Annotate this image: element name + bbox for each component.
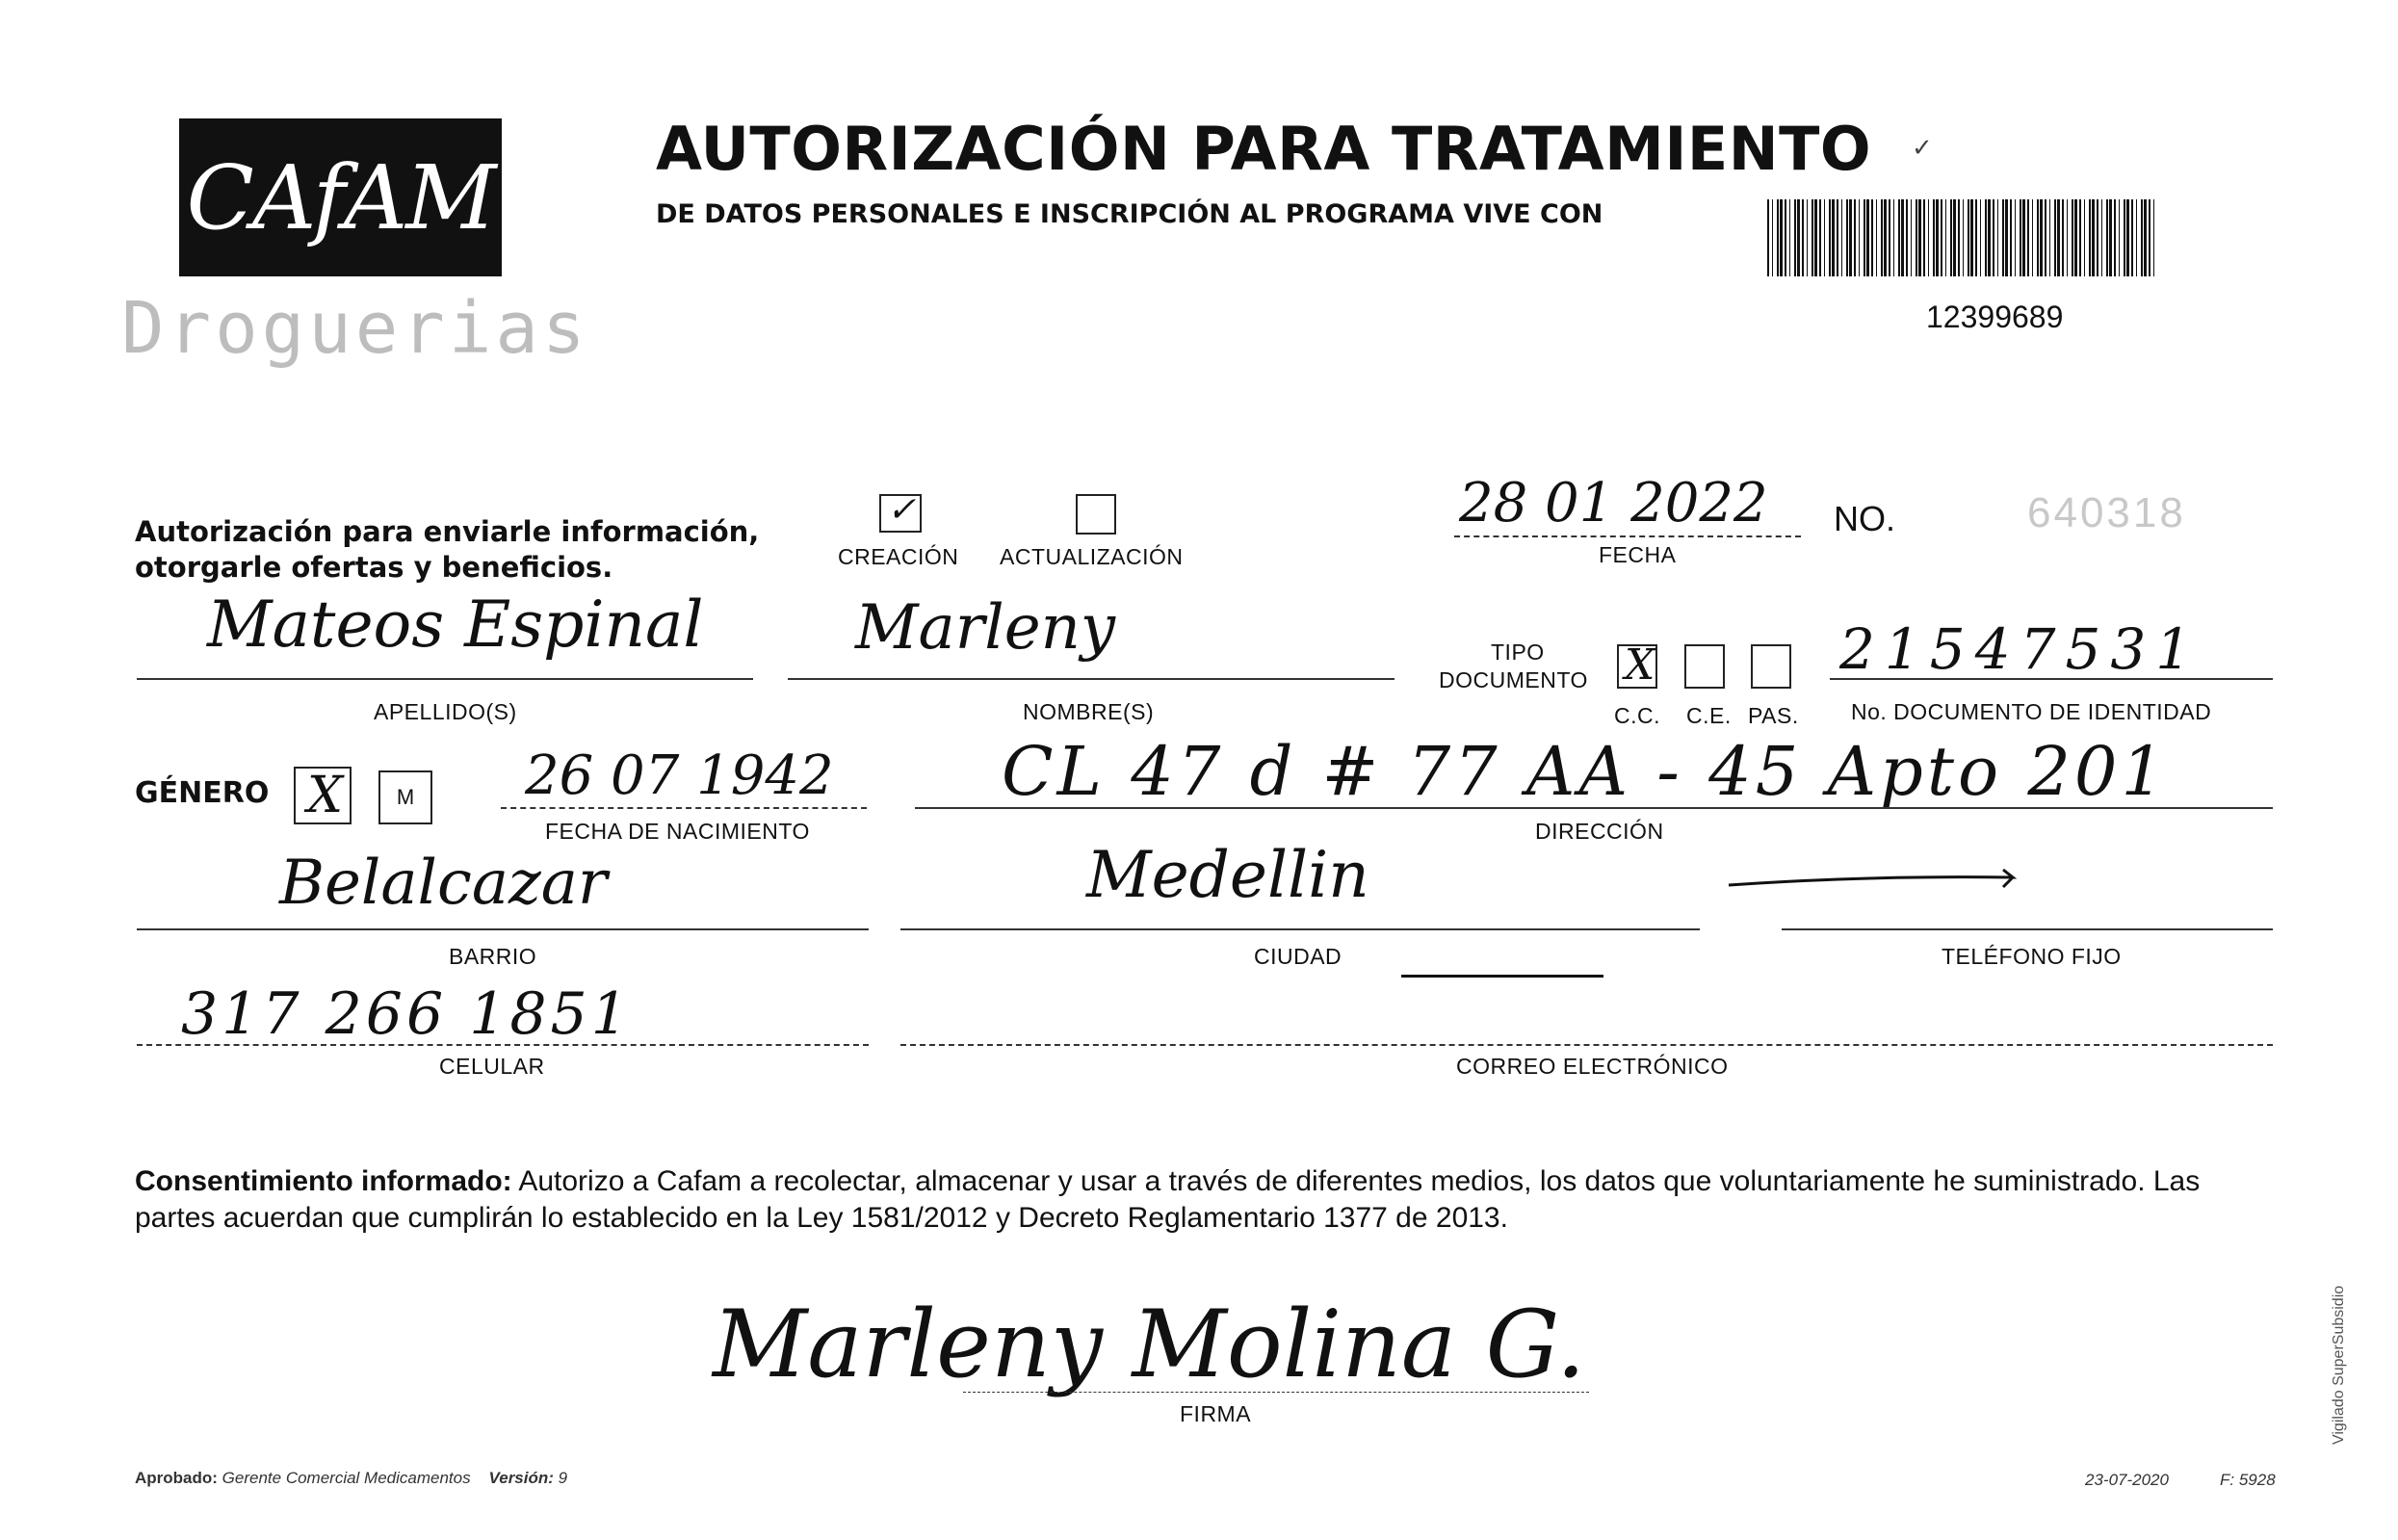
- barcode-bar: [2020, 199, 2021, 276]
- barcode-bar: [2054, 199, 2056, 276]
- barcode-bar: [2045, 199, 2046, 276]
- barcode-bar: [2067, 199, 2068, 276]
- cc-checkbox[interactable]: [1617, 640, 1657, 690]
- barcode-bar: [2141, 199, 2143, 276]
- barcode-bar: [2032, 199, 2033, 276]
- barcode-number: 12399689: [1926, 300, 2064, 334]
- genero-m-checkbox[interactable]: [378, 770, 432, 824]
- aprobado-value: Gerente Comercial Medicamentos: [222, 1469, 471, 1487]
- barcode-bar: [1988, 199, 1991, 276]
- documento-numero-label: No. DOCUMENTO DE IDENTIDAD: [1851, 699, 2212, 724]
- form-subtitle: DE DATOS PERSONALES E INSCRIPCIÓN AL PROGRAMA VIVE CON: [656, 199, 1603, 229]
- actualizacion-label: ACTUALIZACIÓN: [1000, 544, 1184, 569]
- authorization-line-2: otorgarle ofertas y beneficios.: [135, 551, 613, 584]
- barcode-bar: [1812, 199, 1813, 276]
- apellido-label: APELLIDO(S): [374, 699, 517, 724]
- genero-f-mark: X: [307, 767, 344, 824]
- barcode-bar: [2002, 199, 2004, 276]
- barcode-bar: [1854, 199, 1856, 276]
- nacimiento-label: FECHA DE NACIMIENTO: [545, 819, 810, 844]
- barcode-bar: [1918, 199, 1921, 276]
- barcode-bar: [1802, 199, 1804, 276]
- barcode-bar: [2027, 199, 2029, 276]
- barcode-bar: [1936, 199, 1939, 276]
- cc-mark: X: [1625, 640, 1655, 690]
- cafam-logo: [179, 118, 502, 276]
- ce-checkbox[interactable]: [1684, 644, 1725, 689]
- barcode-bar: [2084, 199, 2085, 276]
- creacion-checkbox[interactable]: [879, 490, 922, 533]
- barcode-bar: [1777, 199, 1779, 276]
- ciudad-line: [900, 928, 1700, 930]
- nacimiento-value: 26 07 1942: [525, 744, 834, 807]
- barcode-bar: [1933, 199, 1935, 276]
- barcode-bar: [1916, 199, 1917, 276]
- barcode-bar: [2101, 199, 2102, 276]
- barcode-bar: [2062, 199, 2064, 276]
- genero-label: GÉNERO: [135, 776, 270, 810]
- barcode-bar: [1968, 199, 1969, 276]
- barcode-bar: [2149, 199, 2150, 276]
- barcode-bar: [1889, 199, 1890, 276]
- barcode-bar: [1864, 199, 1865, 276]
- barcode-bar: [2015, 199, 2016, 276]
- barcode-bar: [1824, 199, 1825, 276]
- barcode-bar: [1794, 199, 1796, 276]
- barcode-bar: [1985, 199, 1987, 276]
- barcode-bar: [1975, 199, 1977, 276]
- consent-text: Autorizo a Cafam a recolectar, almacenar y usar a través de diferentes medios, los datos que voluntariamente he suministrado. Las partes acuerdan que cumplirán lo establecido en la Ley 1581/2012 y Decreto Reglamentario 1377 de 2013.: [135, 1165, 2201, 1234]
- barcode-bar: [2119, 199, 2120, 276]
- consent-heading: Consentimiento informado:: [135, 1165, 512, 1197]
- ciudad-label: CIUDAD: [1254, 944, 1342, 969]
- aprobado-label: Aprobado:: [135, 1469, 218, 1487]
- barcode-bar: [1866, 199, 1869, 276]
- barrio-value: Belalcazar: [279, 848, 608, 919]
- barcode-bar: [1767, 199, 1769, 276]
- celular-value: 317 266 1851: [181, 980, 632, 1048]
- barcode-bar: [1846, 199, 1848, 276]
- barcode-bar: [1797, 199, 1800, 276]
- nombre-line: [788, 678, 1394, 680]
- authorization-text: [135, 514, 759, 586]
- barcode-bar: [2124, 199, 2125, 276]
- barcode-bar: [2072, 199, 2073, 276]
- celular-line: [137, 1044, 869, 1046]
- signature-label: FIRMA: [1180, 1401, 1252, 1426]
- nombre-value: Marleny: [855, 592, 1115, 664]
- barcode-bar: [1814, 199, 1817, 276]
- barcode-bar: [1906, 199, 1908, 276]
- barcode-bar: [1958, 199, 1960, 276]
- signature-line: [963, 1392, 1589, 1393]
- actualizacion-checkbox[interactable]: [1076, 494, 1116, 535]
- barcode-bar: [2089, 199, 2091, 276]
- logo-brand: CAfAM: [186, 145, 495, 249]
- telefono-strike: [1724, 862, 2032, 901]
- barcode-bar: [2106, 199, 2108, 276]
- barcode-bar: [2131, 199, 2133, 276]
- logo-subtitle: Droguerias: [121, 287, 589, 370]
- creacion-check-mark: ✓: [887, 490, 917, 530]
- barcode-bar: [1772, 199, 1773, 276]
- barcode-bar: [1849, 199, 1852, 276]
- footer-code: F: 5928: [2220, 1471, 2276, 1489]
- barcode-bar: [2040, 199, 2043, 276]
- barcode-bar: [1970, 199, 1973, 276]
- barcode-bar: [2037, 199, 2039, 276]
- fecha-value: 28 01 2022: [1459, 472, 1768, 535]
- barcode-bar: [1963, 199, 1964, 276]
- barcode-bar: [2005, 199, 2008, 276]
- barcode-bar: [1893, 199, 1894, 276]
- barcode-bar: [1993, 199, 1994, 276]
- no-label: NO.: [1834, 499, 1896, 538]
- barcode-bar: [2136, 199, 2137, 276]
- barcode-bar: [2079, 199, 2081, 276]
- barcode-bar: [1837, 199, 1838, 276]
- barcode-bar: [1859, 199, 1860, 276]
- cc-label: C.C.: [1614, 703, 1660, 728]
- footer-approval: [135, 1469, 567, 1488]
- correo-label: CORREO ELECTRÓNICO: [1456, 1054, 1729, 1079]
- barcode-bar: [1807, 199, 1808, 276]
- barcode-bar: [1829, 199, 1831, 276]
- pas-checkbox[interactable]: [1751, 644, 1791, 689]
- barcode-bar: [1876, 199, 1877, 276]
- correo-strike: [1401, 975, 1603, 978]
- version-value: 9: [558, 1469, 568, 1487]
- genero-f-checkbox[interactable]: [294, 767, 352, 824]
- barcode-bar: [1789, 199, 1790, 276]
- barcode-bar: [2097, 199, 2098, 276]
- barcode: [1767, 199, 2162, 276]
- barcode-bar: [2109, 199, 2112, 276]
- barcode-bar: [1950, 199, 1952, 276]
- documento-line: [1830, 678, 2273, 680]
- genero-m-label: M: [396, 785, 415, 809]
- barcode-bar: [2114, 199, 2116, 276]
- barcode-bar: [2126, 199, 2129, 276]
- nombre-label: NOMBRE(S): [1023, 699, 1155, 724]
- corner-mark: ✓: [1912, 133, 1933, 162]
- barcode-bar: [1901, 199, 1904, 276]
- signature: Marleny Molina G.: [713, 1291, 1586, 1398]
- barcode-bar: [1819, 199, 1821, 276]
- telefono-label: TELÉFONO FIJO: [1942, 944, 2122, 969]
- barcode-bar: [2010, 199, 2012, 276]
- form-title: AUTORIZACIÓN PARA TRATAMIENTO: [656, 114, 1872, 184]
- creacion-label: CREACIÓN: [838, 544, 959, 569]
- barcode-bar: [1928, 199, 1929, 276]
- barcode-bar: [1785, 199, 1786, 276]
- barcode-bar: [1884, 199, 1887, 276]
- correo-line: [900, 1044, 2273, 1046]
- documento-value: 21547531: [1839, 616, 2202, 682]
- barcode-bar: [1780, 199, 1783, 276]
- direccion-label: DIRECCIÓN: [1535, 819, 1664, 844]
- direccion-value: CL 47 d # 77 AA - 45 Apto 201: [1002, 732, 2168, 811]
- barcode-bar: [2153, 199, 2154, 276]
- barcode-bar: [1941, 199, 1942, 276]
- barcode-bar: [1980, 199, 1981, 276]
- barcode-bar: [2074, 199, 2077, 276]
- barcode-bar: [1997, 199, 1998, 276]
- barcode-bar: [1898, 199, 1900, 276]
- telefono-line: [1782, 928, 2273, 930]
- nacimiento-line: [501, 807, 867, 809]
- barrio-line: [137, 928, 869, 930]
- ce-label: C.E.: [1686, 703, 1732, 728]
- barcode-bar: [2092, 199, 2095, 276]
- barcode-bar: [1832, 199, 1835, 276]
- barcode-bar: [2144, 199, 2147, 276]
- version-label: Versión:: [488, 1469, 554, 1487]
- consent-paragraph: [135, 1163, 2263, 1237]
- apellido-value: Mateos Espinal: [207, 587, 704, 662]
- authorization-line-1: Autorización para enviarle información,: [135, 515, 760, 548]
- barcode-bar: [1841, 199, 1842, 276]
- barcode-bar: [2049, 199, 2050, 276]
- supersubsidio-mark: Vigilado SuperSubsidio: [2331, 1285, 2347, 1445]
- barcode-bar: [1871, 199, 1873, 276]
- barcode-bar: [1945, 199, 1946, 276]
- barcode-bar: [1923, 199, 1925, 276]
- barrio-label: BARRIO: [449, 944, 537, 969]
- barcode-bar: [1881, 199, 1883, 276]
- documento-label: DOCUMENTO: [1439, 667, 1588, 692]
- barcode-bar: [2057, 199, 2060, 276]
- celular-label: CELULAR: [439, 1054, 545, 1079]
- barcode-bar: [2022, 199, 2025, 276]
- ciudad-value: Medellin: [1086, 838, 1369, 912]
- barcode-bar: [1953, 199, 1956, 276]
- fecha-label: FECHA: [1599, 542, 1677, 567]
- barcode-bar: [1911, 199, 1912, 276]
- apellido-line: [137, 678, 753, 680]
- tipo-label: TIPO: [1491, 639, 1545, 665]
- fecha-line: [1454, 535, 1801, 537]
- direccion-line: [915, 807, 2273, 809]
- footer-date: 23-07-2020: [2085, 1471, 2169, 1489]
- pas-label: PAS.: [1748, 703, 1799, 728]
- no-value: 640318: [2027, 489, 2186, 536]
